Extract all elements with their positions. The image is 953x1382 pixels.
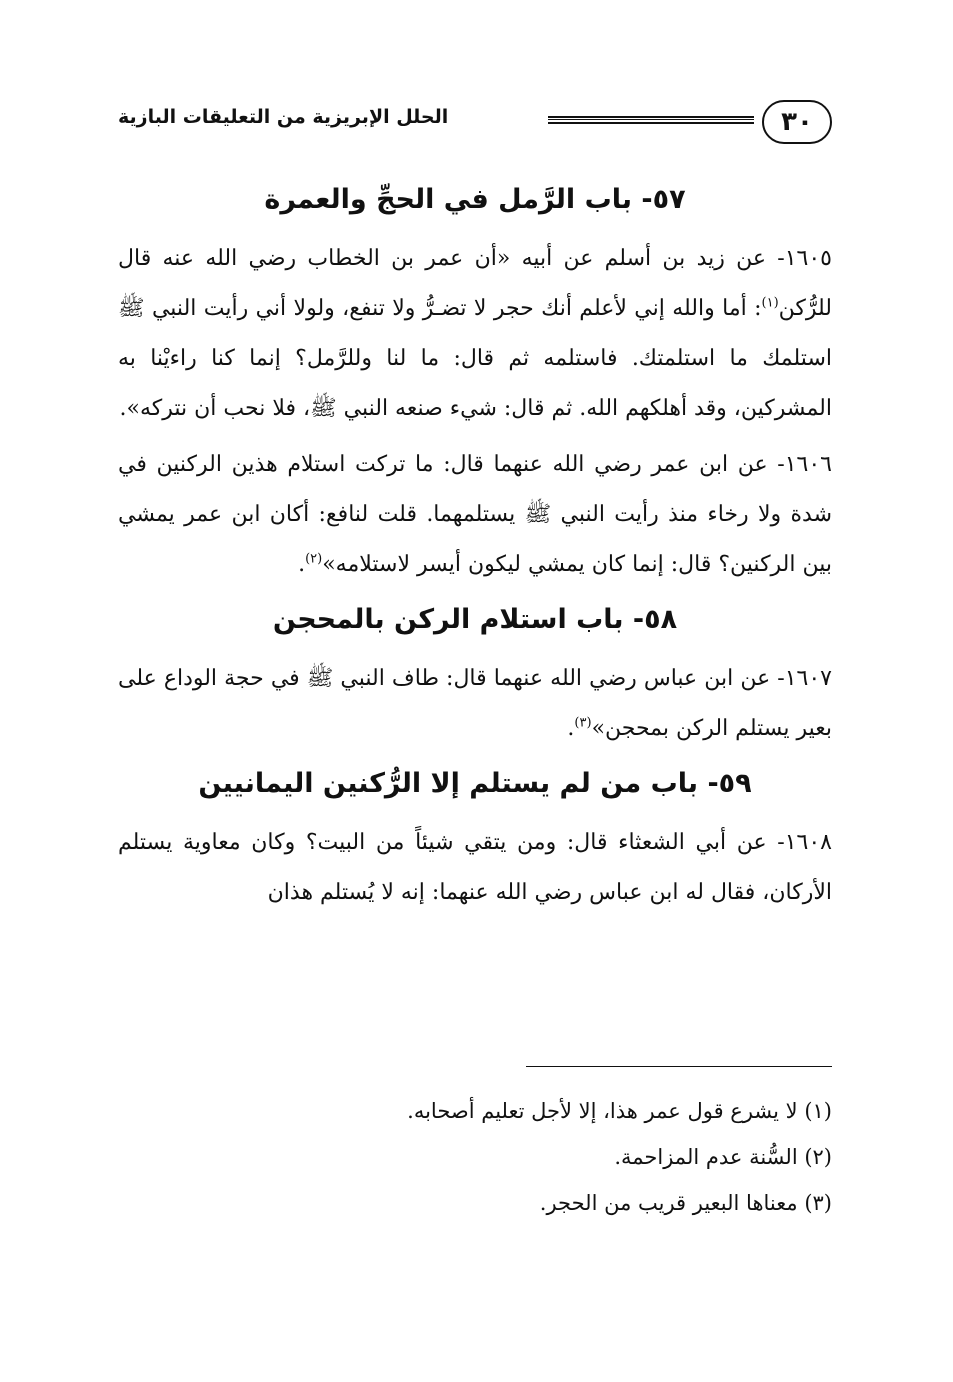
page-header <box>118 98 832 152</box>
footnote-3: (٣) معناها البعير قريب من الحجر. <box>539 1191 832 1215</box>
hadith-text: ١٦٠٧- عن ابن عباس رضي الله عنهما قال: طاف النبي ﷺ في حجة الوداع على بعير يستلم الركن بمحجن» <box>118 666 832 741</box>
footnote-2: (٢) السُّنة عدم المزاحمة. <box>614 1145 832 1169</box>
section-59 <box>118 764 832 918</box>
section-58 <box>118 600 832 754</box>
hadith-text: . <box>298 552 306 577</box>
hadith-text: : أما والله إني لأعلم أنك حجر لا تضـرُّ ولا تنفع، ولولا أني رأيت النبي ﷺ استلمك ما استلمتك. فاستلمه ثم قال: ما لنا وللرَّمل؟ إنما كنا راءيْنا به المشركين، وقد أهلكهم الله. ثم قال: شيء صنعه النبي ﷺ، فلا نحب أن نتركه». <box>118 296 832 421</box>
hadith-text: ١٦٠٨- عن أبي الشعثاء قال: ومن يتقي شيئاً من البيت؟ وكان معاوية يستلم الأركان، فقال له ابن عباس رضي الله عنهما: إنه لا يُستلم هذان <box>118 830 832 905</box>
hadith-text: ١٦٠٥- عن زيد بن أسلم عن أبيه «أن عمر بن الخطاب رضي الله عنه قال للرُّكن <box>118 246 832 321</box>
footnote-ref[interactable]: (١) <box>761 295 779 311</box>
footnotes <box>232 1088 832 1226</box>
footnote-ref[interactable]: (٣) <box>574 715 592 731</box>
page-number: ٣٠ <box>781 107 813 137</box>
book-title: الحلل الإبريزية من التعليقات البازية <box>118 106 449 128</box>
chapter-heading: ٥٨- باب استلام الركن بالمحجن <box>272 604 678 635</box>
hadith-text: ١٦٠٦- عن ابن عمر رضي الله عنهما قال: ما تركت استلام هذين الركنين في شدة ولا رخاء منذ رأيت النبي ﷺ يستلمهما. قلت لنافع: أكان ابن عمر يمشي بين الركنين؟ قال: إنما كان يمشي ليكون أيسر لاستلامه» <box>118 452 832 577</box>
hadith-1606 <box>118 440 832 590</box>
page-number-badge <box>762 100 832 144</box>
chapter-heading: ٥٧- باب الرَّمل في الحجِّ والعمرة <box>264 184 686 215</box>
chapter-heading: ٥٩- باب من لم يستلم إلا الرُّكنين اليمانيين <box>198 768 752 799</box>
header-divider <box>548 116 754 124</box>
footnote-divider <box>526 1066 832 1067</box>
footnote-ref[interactable]: (٢) <box>305 551 323 567</box>
hadith-text: . <box>567 716 575 741</box>
main-text <box>118 170 832 924</box>
hadith-1607 <box>118 654 832 754</box>
section-57 <box>118 180 832 590</box>
hadith-1605 <box>118 234 832 434</box>
footnote-1: (١) لا يشرع قول عمر هذا، إلا لأجل تعليم أصحابه. <box>407 1099 832 1123</box>
hadith-1608 <box>118 818 832 918</box>
